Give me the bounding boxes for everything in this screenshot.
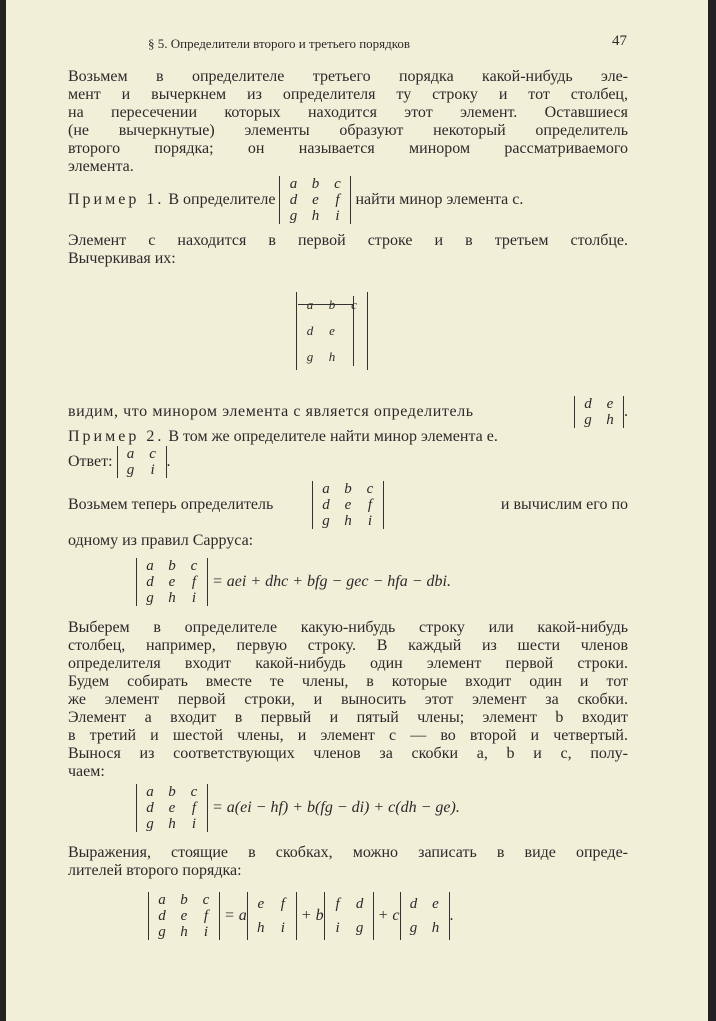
determinant: [148, 892, 220, 940]
matrix-entry: h: [606, 412, 614, 428]
take-line: [68, 481, 628, 529]
text-line: (не вычеркнутые) элементы образуют некоторый определитель: [68, 122, 628, 139]
matrix-entry: a: [146, 784, 154, 800]
matrix-entry: d: [584, 396, 592, 412]
minor: [247, 892, 297, 940]
text-line: же элемент первой строки, и выносить этот элемент за скобки.: [68, 691, 628, 708]
text-line: Возьмем в определителе третьего порядка какой-нибудь эле-: [68, 68, 628, 85]
matrix-entry: h: [344, 513, 352, 529]
matrix-entry: a: [306, 297, 314, 312]
matrix-entry: h: [180, 924, 188, 940]
matrix-entry: c: [190, 558, 198, 574]
matrix-entry: e: [257, 896, 265, 912]
coef: + b: [300, 907, 324, 924]
coef: + c: [377, 907, 400, 924]
factored-formula: [136, 784, 696, 832]
minor-c: [574, 396, 624, 428]
matrix-entry: a: [158, 892, 166, 908]
matrix-entry: [343, 318, 365, 344]
matrix-entry: d: [355, 896, 364, 912]
matrix-entry: e: [344, 497, 352, 513]
strike-row: [298, 304, 354, 305]
matrix-entry: e: [432, 896, 439, 912]
text-line: в третий и шестой члены, и элемент c — во второй и четвертый.: [68, 727, 628, 744]
matrix-entry: h: [328, 349, 336, 364]
example-1: [68, 176, 628, 224]
matrix-entry: b: [344, 481, 352, 497]
matrix-entry: [343, 344, 365, 370]
determinant: [279, 176, 351, 224]
example-label: Пример 1.: [68, 191, 165, 208]
matrix-entry: d: [409, 896, 418, 912]
example-text: В определителе: [168, 191, 276, 208]
matrix-entry: i: [280, 920, 285, 936]
determinant: [312, 481, 384, 529]
matrix-entry: g: [409, 920, 418, 936]
matrix-entry: h: [431, 920, 440, 936]
matrix-entry: g: [584, 412, 592, 428]
matrix-entry: b: [168, 784, 176, 800]
matrix-entry: a: [322, 481, 330, 497]
matrix-entry: g: [146, 816, 154, 832]
matrix-entry: e: [312, 192, 319, 208]
matrix-entry: c: [149, 446, 156, 462]
minor: [324, 892, 374, 940]
matrix-entry: d: [289, 192, 298, 208]
answer-label: Ответ:: [68, 453, 113, 470]
running-header: § 5. Определители второго и третьего порядков: [148, 36, 411, 51]
matrix-entry: h: [168, 590, 176, 606]
text-line: одному из правил Сарруса:: [68, 532, 254, 549]
matrix-entry: b: [180, 892, 188, 908]
text: и вычислим его по: [500, 496, 628, 513]
matrix-entry: e: [606, 396, 614, 412]
text: Возьмем теперь определитель: [68, 496, 274, 513]
text-line: мент и вычеркнем из определителя ту строку и тот столбец,: [68, 86, 628, 103]
matrix-entry: a: [126, 446, 135, 462]
matrix-entry: f: [335, 896, 340, 912]
matrix-entry: f: [367, 497, 373, 513]
matrix-entry: e: [329, 323, 335, 338]
matrix-entry: i: [150, 462, 155, 478]
matrix-entry: g: [158, 924, 166, 940]
matrix-entry: i: [367, 513, 373, 529]
matrix-entry: a: [289, 176, 298, 192]
matrix-entry: e: [168, 574, 176, 590]
text-line: Элемент a входит в первый и пятый члены; элемент b входит: [68, 709, 628, 726]
text-line: на пересечении которых находится этот элемент. Оставшиеся: [68, 104, 628, 121]
matrix-entry: g: [322, 513, 330, 529]
text-line: элемента.: [68, 158, 134, 175]
matrix-entry: d: [146, 574, 154, 590]
page-number: 47: [612, 33, 627, 49]
matrix-entry: g: [355, 920, 364, 936]
matrix-entry: b: [311, 176, 320, 192]
period: .: [624, 403, 628, 420]
example-2: [68, 428, 628, 446]
matrix-entry: i: [335, 920, 340, 936]
equation: = a(ei − hf) + b(fg − di) + c(dh − ge).: [212, 799, 460, 816]
matrix-entry: h: [257, 920, 265, 936]
matrix-entry: a: [146, 558, 154, 574]
coef: = a: [224, 907, 247, 924]
matrix-entry: d: [306, 323, 314, 338]
matrix-entry: f: [335, 192, 340, 208]
text-line: Выражения, стоящие в скобках, можно записать в виде опреде-: [68, 844, 628, 861]
matrix-entry: c: [190, 784, 198, 800]
text-line: Выберем в определителе какую-нибудь строку или какой-нибудь: [68, 619, 628, 636]
matrix-entry: i: [335, 208, 340, 224]
matrix-entry: c: [202, 892, 210, 908]
determinant: [136, 558, 208, 606]
minor: [400, 892, 450, 940]
matrix-entry: i: [203, 924, 209, 940]
expansion-formula: [148, 892, 708, 940]
matrix-entry: c: [334, 176, 341, 192]
text-line: столбец, например, первую строку. В каждый из шести членов: [68, 637, 628, 654]
see-line: [68, 396, 628, 428]
matrix-entry: b: [328, 297, 336, 312]
text-line: Будем собирать вместе те члены, в которые входит один и тот: [68, 673, 628, 690]
matrix-entry: g: [126, 462, 135, 478]
period: .: [449, 907, 454, 924]
minor-e: [117, 446, 167, 478]
matrix-entry: d: [158, 908, 166, 924]
matrix-entry: f: [203, 908, 209, 924]
matrix-entry: d: [322, 497, 330, 513]
text-line: чаем:: [68, 763, 105, 780]
text: видим, что минором элемента c является определитель: [68, 403, 474, 420]
matrix-entry: h: [311, 208, 320, 224]
matrix-entry: e: [168, 800, 176, 816]
example-text: В том же определителе найти минор элемента e.: [168, 428, 498, 445]
text-line: Вынося из соответствующих членов за скобки a, b и c, полу-: [68, 745, 628, 762]
matrix-entry: f: [191, 800, 197, 816]
text-line: второго порядка; он называется минором рассматриваемого: [68, 140, 628, 157]
matrix-entry: f: [280, 896, 285, 912]
matrix-entry: g: [289, 208, 298, 224]
determinant: [136, 784, 208, 832]
text-line: Вычеркивая их:: [68, 250, 176, 267]
matrix-entry: c: [351, 297, 357, 312]
matrix-entry: g: [146, 590, 154, 606]
text-line: определителя входит какой-нибудь один элемент первой строки.: [68, 655, 628, 672]
matrix-entry: d: [146, 800, 154, 816]
matrix-entry: e: [180, 908, 188, 924]
matrix-entry: g: [306, 349, 314, 364]
example-label: Пример 2.: [68, 428, 165, 445]
matrix-entry: i: [191, 590, 197, 606]
matrix-entry: i: [191, 816, 197, 832]
matrix-entry: h: [168, 816, 176, 832]
crossed-determinant: [296, 292, 368, 370]
text-line: лителей второго порядка:: [68, 862, 242, 879]
answer: Ответ: a c g i .: [68, 446, 171, 478]
equation: = aei + dhc + bfg − gec − hfa − dbi.: [212, 573, 451, 590]
matrix-entry: f: [191, 574, 197, 590]
text-line: Элемент c находится в первой строке и в третьем столбце.: [68, 232, 628, 249]
example-text: найти минор элемента c.: [355, 191, 524, 208]
strike-column: [353, 296, 354, 366]
sarrus-formula: [136, 558, 696, 606]
matrix-entry: c: [366, 481, 374, 497]
matrix-entry: b: [168, 558, 176, 574]
